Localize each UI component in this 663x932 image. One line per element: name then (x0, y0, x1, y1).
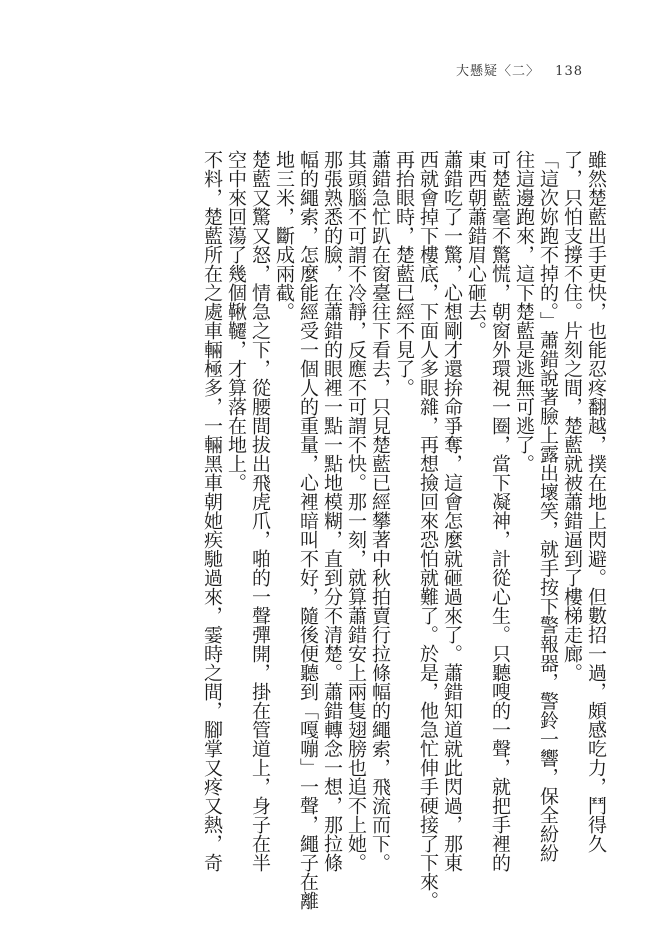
text-column: 幅的繩索，怎麼能經受一個人的重量，心裡暗叫不好，隨後便聽到「嘎嘣」一聲，繩子在離 (297, 150, 319, 910)
text-column: 了，只怕支撐不住。片刻之間，楚藍就被蕭錯逼到了樓梯走廊。 (561, 150, 583, 682)
body-text (200, 150, 608, 910)
text-column: 空中來回蕩了幾個鞦韆，才算落在地上。 (225, 150, 247, 492)
text-column: 其頭腦不可謂不冷靜，反應不可謂不快。那一刻，就算蕭錯安上兩隻翅膀也追不上她。 (345, 150, 367, 872)
text-column: 東西朝蕭錯眉心砸去。 (465, 150, 487, 340)
text-column: 「這次妳跑不掉的。」蕭錯說著臉上露出壞笑，就手按下警報器，警鈴一響，保全紛紛 (537, 150, 559, 863)
text-column: 那張熟悉的臉，在蕭錯的眼裡一點一點地模糊，直到分不清楚。蕭錯轉念一想，那拉條 (321, 150, 343, 872)
running-title: 大懸疑〈二〉 (456, 64, 541, 79)
text-column: 西就會掉下樓底，下面人多眼雜，再想撿回來恐怕就難了。於是，他急忙伸手硬接了下來。 (417, 150, 439, 910)
text-column: 再抬眼時，楚藍已經不見了。 (393, 150, 415, 397)
text-column: 不料，楚藍所在之處車輛極多，一輛黑車朝她疾馳過來，霎時之間，腳掌又疼又熱，奇 (201, 150, 223, 872)
page-header (456, 60, 583, 79)
text-column: 蕭錯吃了一驚，心想剛才還拚命爭奪，這會怎麼就砸過來了。蕭錯知道就此閃過，那東 (441, 150, 463, 872)
page-number: 138 (555, 64, 583, 79)
text-column: 蕭錯急忙趴在窗臺往下看去，只見楚藍已經攀著中秋拍賣行拉條幅的繩索，飛流而下。 (369, 150, 391, 872)
text-column: 楚藍又驚又怒，情急之下，從腰間拔出飛虎爪，啪的一聲彈開，掛在管道上，身子在半 (249, 150, 271, 872)
text-column: 雖然楚藍出手更快，也能忍疼翻越，撲在地上閃避。但數招一過，頗感吃力，鬥得久 (585, 150, 607, 853)
text-column: 地三米，斷成兩截。 (273, 150, 295, 321)
text-column: 往這邊跑來，這下楚藍是逃無可逃了。 (513, 150, 535, 473)
text-column: 可楚藍毫不驚慌，朝窗外環視一圈，當下凝神，計從心生。只聽嗖的一聲，就把手裡的 (489, 150, 511, 872)
